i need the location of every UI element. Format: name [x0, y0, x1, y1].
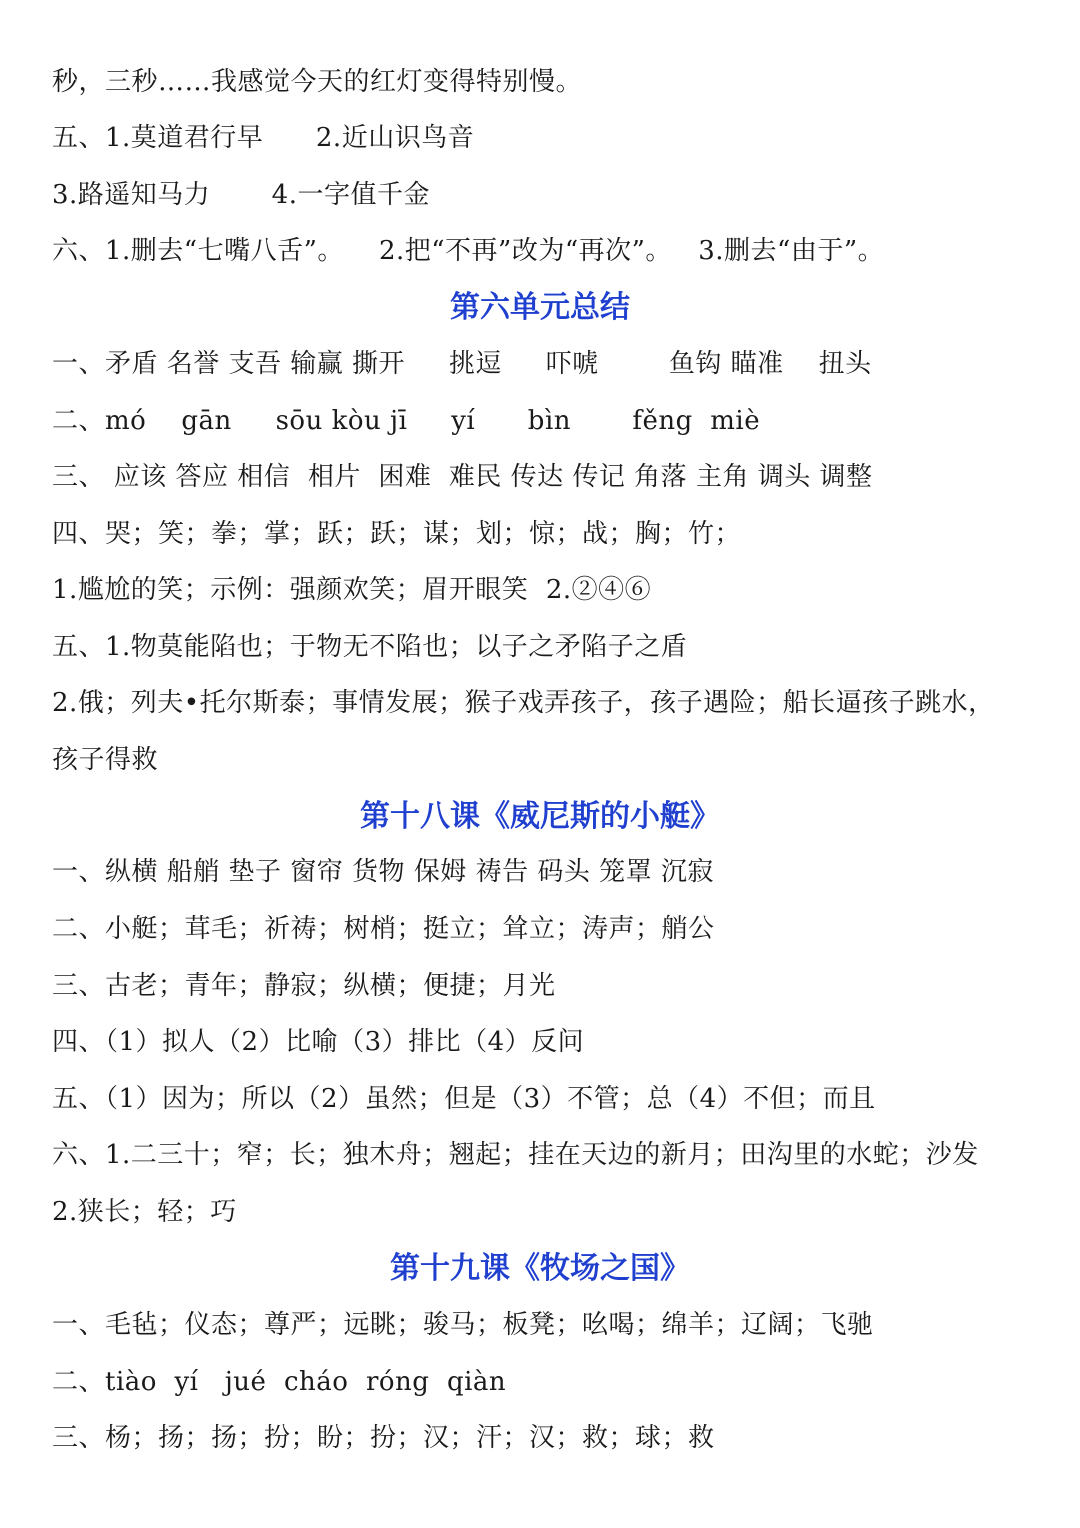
section-heading-unit6: 第六单元总结	[450, 290, 630, 325]
text-line: 2.狭长；轻；巧	[52, 1197, 237, 1227]
text-line: 一、矛盾 名誉 支吾 输赢 撕开 挑逗 吓唬 鱼钩 瞄准 扭头	[52, 349, 872, 379]
text-line: 三、杨；扬；扬；扮；盼；扮；汉；汗；汉；救；球；救	[52, 1423, 715, 1453]
text-line: 2.俄；列夫•托尔斯泰；事情发展；猴子戏弄孩子，孩子遇险；船长逼孩子跳水，	[52, 688, 995, 718]
text-line: 秒，三秒……我感觉今天的红灯变得特别慢。	[52, 67, 583, 97]
section-heading-lesson18: 第十八课《威尼斯的小艇》	[360, 799, 720, 834]
text-line: 四、（1）拟人（2）比喻（3）排比（4）反问	[52, 1027, 585, 1057]
text-line: 四、哭；笑；拳；掌；跃；跃；谋；划；惊；战；胸；竹；	[52, 519, 742, 549]
text-line: 1.尴尬的笑；示例：强颜欢笑；眉开眼笑 2.②④⑥	[52, 575, 652, 605]
text-line: 三、 应该 答应 相信 相片 困难 难民 传达 传记 角落 主角 调头 调整	[52, 462, 873, 492]
text-line: 3.路遥知马力 4.一字值千金	[52, 180, 430, 210]
text-line: 二、tiào yí jué cháo róng qiàn	[52, 1367, 507, 1397]
text-line: 一、纵横 船艄 垫子 窗帘 货物 保姆 祷告 码头 笼罩 沉寂	[52, 857, 714, 887]
text-line: 一、毛毡；仪态；尊严；远眺；骏马；板凳；吆喝；绵羊；辽阔；飞驰	[52, 1310, 874, 1340]
text-line: 五、1.物莫能陷也；于物无不陷也；以子之矛陷子之盾	[52, 632, 688, 662]
section-heading-lesson19: 第十九课《牧场之国》	[390, 1251, 690, 1286]
text-line: 二、mó gān sōu kòu jī yí bìn fěng miè	[52, 406, 761, 436]
text-line: 五、1.莫道君行早 2.近山识鸟音	[52, 123, 475, 153]
text-line: 孩子得救	[52, 745, 159, 775]
text-line: 二、小艇；茸毛；祈祷；树梢；挺立；耸立；涛声；艄公	[52, 914, 715, 944]
text-line: 五、（1）因为；所以（2）虽然；但是（3）不管；总（4）不但；而且	[52, 1084, 876, 1114]
text-line: 六、1.删去“七嘴八舌”。 2.把“不再”改为“再次”。 3.删去“由于”。	[52, 236, 885, 266]
text-line: 六、1.二三十；窄；长；独木舟；翘起；挂在天边的新月；田沟里的水蛇；沙发	[52, 1140, 979, 1170]
text-line: 三、古老；青年；静寂；纵横；便捷；月光	[52, 971, 556, 1001]
